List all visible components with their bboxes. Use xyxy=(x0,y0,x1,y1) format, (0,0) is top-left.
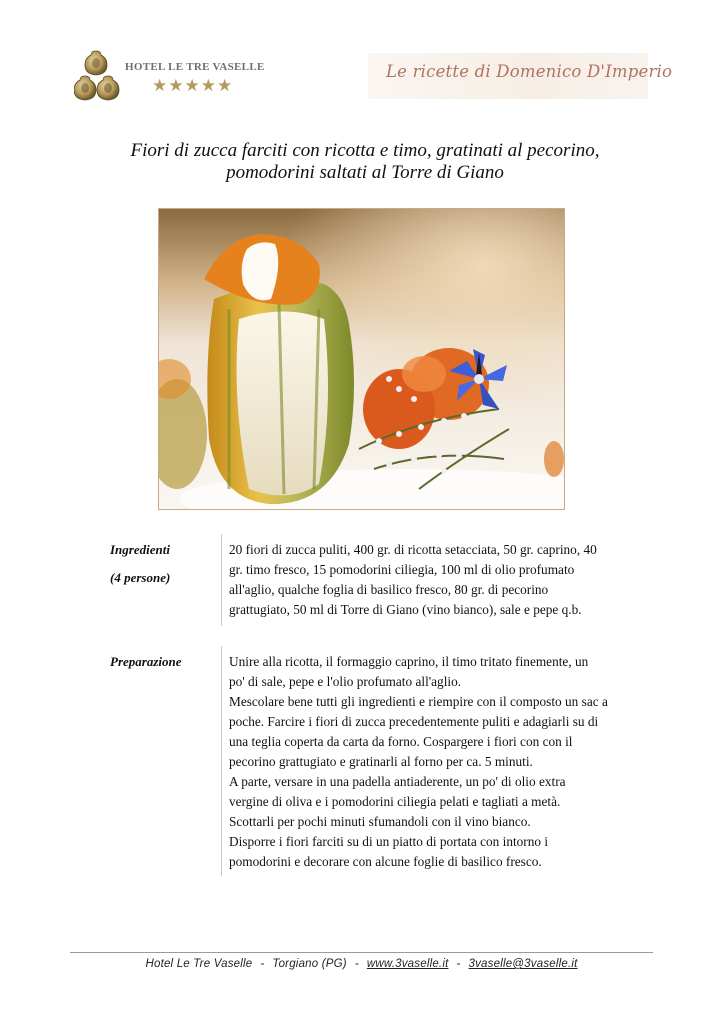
footer-hotel: Hotel Le Tre Vaselle xyxy=(145,958,253,970)
preparation-text xyxy=(229,652,649,872)
stuffed-zucchini-flower-image xyxy=(159,209,564,509)
preparation-line: una teglia coperta da carta da forno. Cospargere i fiori con con il xyxy=(229,734,573,749)
preparation-line: poche. Farcire i fiori di zucca precedentemente puliti e adagiarli su di xyxy=(229,714,599,729)
preparation-line: A parte, versare in una padella antiaderente, un po' di olio extra xyxy=(229,774,566,789)
recipe-title-line-1: Fiori di zucca farciti con ricotta e timo, gratinati al pecorino, xyxy=(130,140,600,161)
footer-separator: - xyxy=(456,958,461,970)
hotel-logo xyxy=(74,48,274,110)
ingredients-divider xyxy=(221,534,222,626)
preparation-line: Scottarli per pochi minuti sfumandoli con il vino bianco. xyxy=(229,814,531,829)
preparation-line: vergine di oliva e i pomodorini ciliegia pelati e tagliati a metà. xyxy=(229,794,561,809)
dish-photo xyxy=(158,208,565,510)
recipe-title xyxy=(80,140,650,184)
footer-separator: - xyxy=(260,958,265,970)
recipe-title-line-2: pomodorini saltati al Torre di Giano xyxy=(226,162,504,183)
recipes-banner xyxy=(368,53,673,99)
ingredients-line: all'aglio, qualche foglia di basilico fresco, 80 gr. di pecorino xyxy=(229,582,549,597)
ingredients-line: grattugiato, 50 ml di Torre di Giano (vino bianco), sale e pepe q.b. xyxy=(229,602,582,617)
preparation-divider xyxy=(221,646,222,876)
ingredients-text xyxy=(229,540,649,620)
footer-location: Torgiano (PG) xyxy=(272,958,347,970)
footer xyxy=(70,958,653,970)
preparation-line: pomodorini e decorare con alcune foglie di basilico fresco. xyxy=(229,854,542,869)
three-vases-logo-icon xyxy=(74,48,124,110)
ingredients-label: Ingredienti xyxy=(110,542,170,557)
star-rating: ★★★★★ xyxy=(152,76,234,95)
ingredients-line: 20 fiori di zucca puliti, 400 gr. di ricotta setacciata, 50 gr. caprino, 40 xyxy=(229,542,597,557)
preparation-line: Mescolare bene tutti gli ingredienti e riempire con il composto un sac a xyxy=(229,694,608,709)
preparation-label: Preparazione xyxy=(110,654,182,669)
banner-text: Le ricette di Domenico D'Imperio xyxy=(386,62,673,81)
preparation-line: pecorino grattugiato e gratinarli al forno per ca. 5 minuti. xyxy=(229,754,533,769)
servings-label: (4 persone) xyxy=(110,570,171,585)
preparation-line: Unire alla ricotta, il formaggio caprino, il timo tritato finemente, un xyxy=(229,654,589,669)
preparation-line: Disporre i fiori farciti su di un piatto di portata con intorno i xyxy=(229,834,549,849)
hotel-name: HOTEL LE TRE VASELLE xyxy=(125,61,265,73)
footer-separator: - xyxy=(354,958,359,970)
ingredients-line: gr. timo fresco, 15 pomodorini ciliegia, 100 ml di olio profumato xyxy=(229,562,575,577)
email-link[interactable]: 3vaselle@3vaselle.it xyxy=(468,958,578,970)
preparation-line: po' di sale, pepe e l'olio profumato all'aglio. xyxy=(229,674,462,689)
website-link[interactable]: www.3vaselle.it xyxy=(366,958,449,970)
footer-divider xyxy=(70,952,653,953)
